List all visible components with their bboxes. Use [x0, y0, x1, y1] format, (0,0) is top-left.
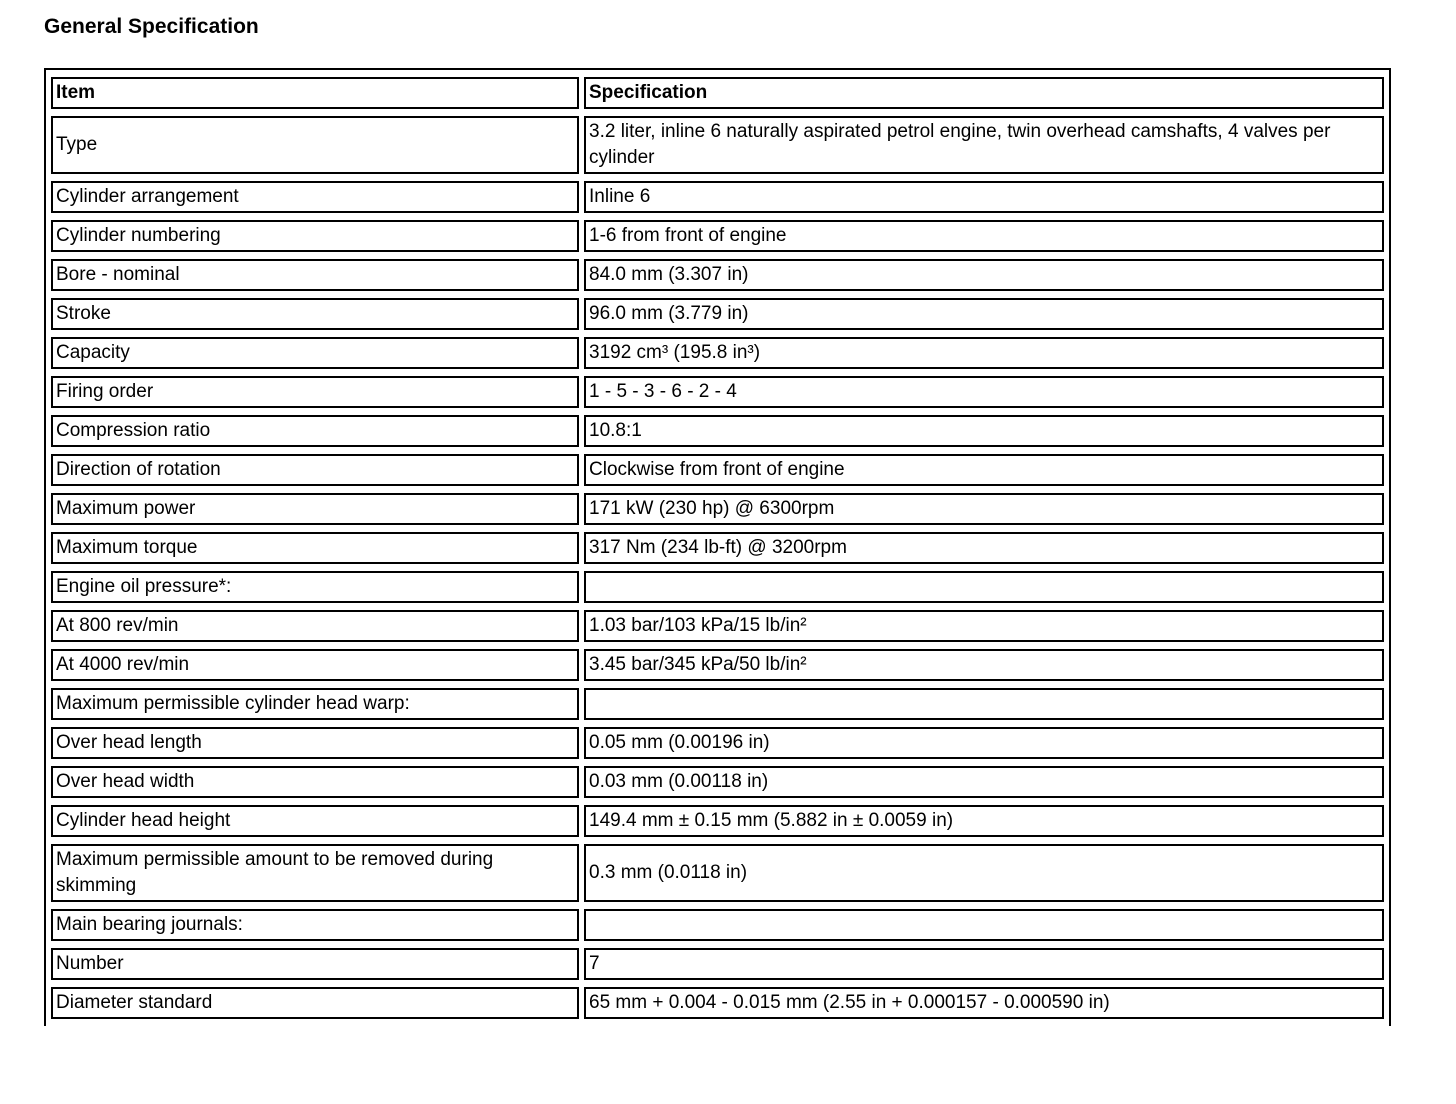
spec-cell: 84.0 mm (3.307 in)	[584, 259, 1384, 291]
table-row	[51, 376, 1384, 408]
spec-cell	[584, 909, 1384, 941]
item-cell: Firing order	[51, 376, 579, 408]
table-row	[51, 948, 1384, 980]
spec-cell: 3.2 liter, inline 6 naturally aspirated petrol engine, twin overhead camshafts, 4 valves per cylinder	[584, 116, 1384, 174]
item-cell: Stroke	[51, 298, 579, 330]
table-row	[51, 727, 1384, 759]
item-cell: Compression ratio	[51, 415, 579, 447]
specification-table	[44, 68, 1391, 1026]
item-cell: Over head length	[51, 727, 579, 759]
item-cell: Engine oil pressure*:	[51, 571, 579, 603]
item-cell: Capacity	[51, 337, 579, 369]
table-row	[51, 766, 1384, 798]
spec-cell: 3.45 bar/345 kPa/50 lb/in²	[584, 649, 1384, 681]
table-row	[51, 649, 1384, 681]
item-cell: Main bearing journals:	[51, 909, 579, 941]
page-title: General Specification	[44, 15, 259, 38]
table-row	[51, 220, 1384, 252]
item-cell: Diameter standard	[51, 987, 579, 1019]
table-row	[51, 987, 1384, 1019]
spec-cell: 7	[584, 948, 1384, 980]
item-cell: Cylinder numbering	[51, 220, 579, 252]
spec-cell: 1-6 from front of engine	[584, 220, 1384, 252]
spec-cell: 96.0 mm (3.779 in)	[584, 298, 1384, 330]
item-cell: Type	[51, 116, 579, 174]
spec-cell: 0.05 mm (0.00196 in)	[584, 727, 1384, 759]
item-cell: Maximum permissible cylinder head warp:	[51, 688, 579, 720]
item-cell: Maximum torque	[51, 532, 579, 564]
item-cell: Direction of rotation	[51, 454, 579, 486]
table-header-row	[51, 77, 1384, 109]
table-row	[51, 532, 1384, 564]
table-row	[51, 688, 1384, 720]
item-cell: Number	[51, 948, 579, 980]
spec-cell: 149.4 mm ± 0.15 mm (5.882 in ± 0.0059 in)	[584, 805, 1384, 837]
item-cell: Cylinder head height	[51, 805, 579, 837]
table-body	[51, 116, 1384, 1019]
item-cell: Maximum power	[51, 493, 579, 525]
item-cell: Maximum permissible amount to be removed during skimming	[51, 844, 579, 902]
item-cell: Bore - nominal	[51, 259, 579, 291]
table-row	[51, 259, 1384, 291]
spec-cell: Inline 6	[584, 181, 1384, 213]
table-row	[51, 454, 1384, 486]
spec-cell: 65 mm + 0.004 - 0.015 mm (2.55 in + 0.000157 - 0.000590 in)	[584, 987, 1384, 1019]
table-row	[51, 909, 1384, 941]
spec-cell	[584, 688, 1384, 720]
spec-cell: 1.03 bar/103 kPa/15 lb/in²	[584, 610, 1384, 642]
spec-cell	[584, 571, 1384, 603]
item-cell: At 4000 rev/min	[51, 649, 579, 681]
table-row	[51, 415, 1384, 447]
column-header-item: Item	[51, 77, 579, 109]
table-row	[51, 610, 1384, 642]
item-cell: At 800 rev/min	[51, 610, 579, 642]
table-row	[51, 116, 1384, 174]
table-row	[51, 298, 1384, 330]
table-row	[51, 337, 1384, 369]
table-row	[51, 181, 1384, 213]
spec-cell: 0.03 mm (0.00118 in)	[584, 766, 1384, 798]
table-row	[51, 805, 1384, 837]
spec-cell: 10.8:1	[584, 415, 1384, 447]
spec-cell: 0.3 mm (0.0118 in)	[584, 844, 1384, 902]
table-row	[51, 493, 1384, 525]
spec-cell: 3192 cm³ (195.8 in³)	[584, 337, 1384, 369]
table-row	[51, 844, 1384, 902]
spec-cell: 171 kW (230 hp) @ 6300rpm	[584, 493, 1384, 525]
item-cell: Over head width	[51, 766, 579, 798]
spec-cell: 317 Nm (234 lb-ft) @ 3200rpm	[584, 532, 1384, 564]
spec-cell: 1 - 5 - 3 - 6 - 2 - 4	[584, 376, 1384, 408]
item-cell: Cylinder arrangement	[51, 181, 579, 213]
column-header-specification: Specification	[584, 77, 1384, 109]
table-row	[51, 571, 1384, 603]
spec-cell: Clockwise from front of engine	[584, 454, 1384, 486]
